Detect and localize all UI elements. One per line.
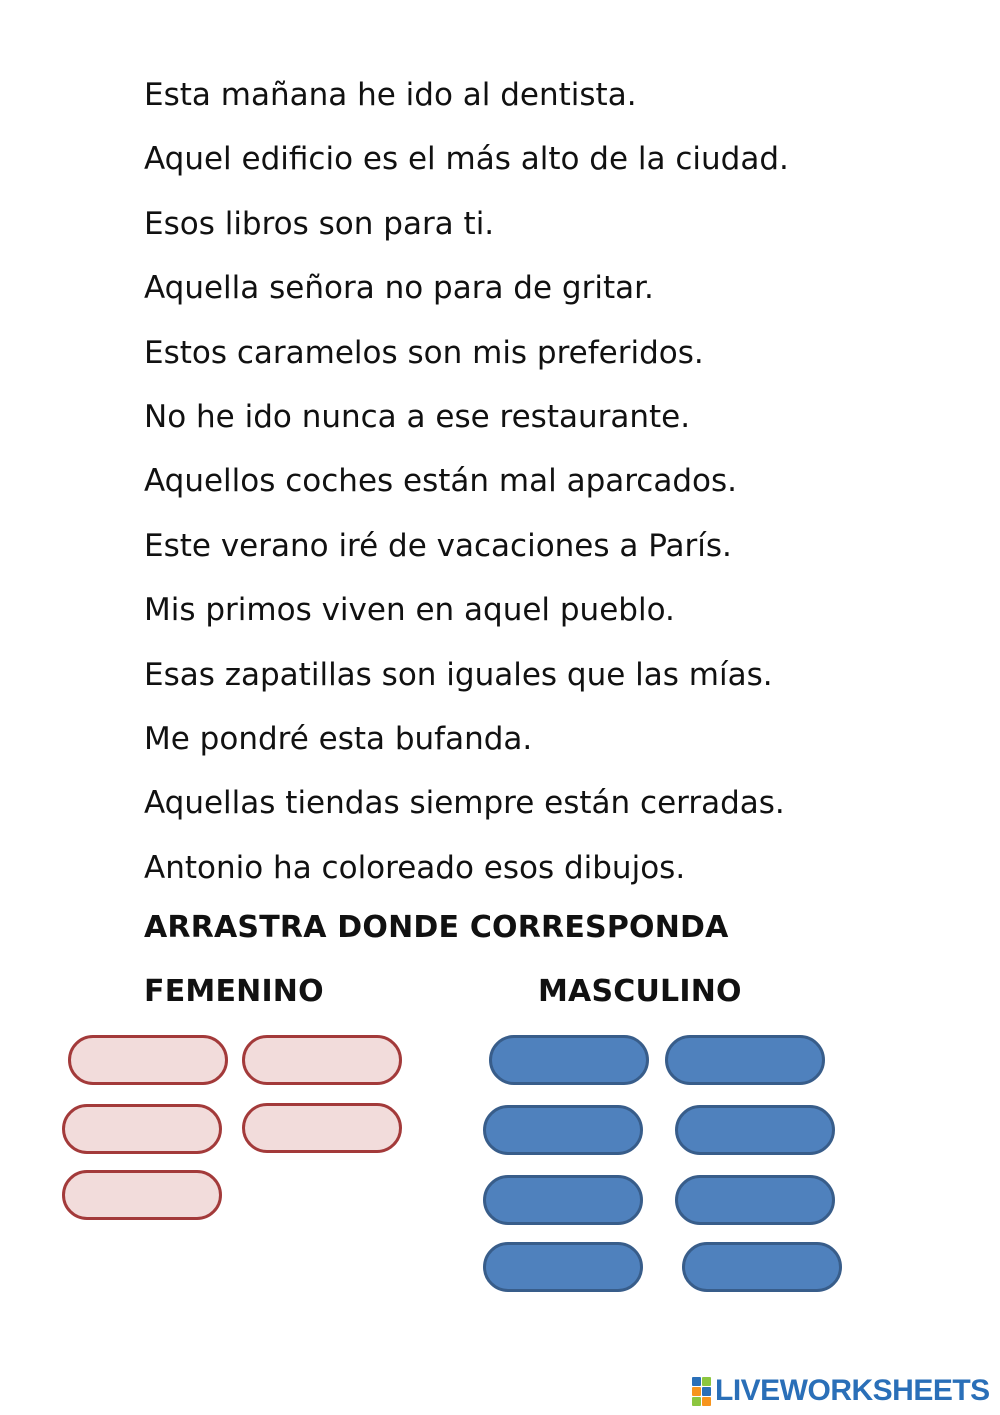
brand-name: LIVEWORKSHEETS <box>715 1374 990 1407</box>
instruction-heading: ARRASTRA DONDE CORRESPONDA <box>144 910 729 945</box>
masculino-drop-zone[interactable] <box>489 1035 649 1085</box>
femenino-heading: FEMENINO <box>144 974 324 1009</box>
femenino-drop-zone[interactable] <box>242 1103 402 1153</box>
liveworksheets-logo-icon <box>692 1377 712 1405</box>
sentence: Aquellas tiendas siempre están cerradas. <box>144 785 785 822</box>
masculino-drop-zone[interactable] <box>483 1175 643 1225</box>
femenino-drop-zone[interactable] <box>68 1035 228 1085</box>
sentence: Me pondré esta bufanda. <box>144 720 533 757</box>
sentence: Aquellos coches están mal aparcados. <box>144 463 737 500</box>
sentence: No he ido nunca a ese restaurante. <box>144 398 691 435</box>
sentence: Mis primos viven en aquel pueblo. <box>144 592 675 629</box>
liveworksheets-brand <box>692 1376 990 1406</box>
masculino-drop-zone[interactable] <box>665 1035 825 1085</box>
masculino-drop-zone[interactable] <box>483 1242 643 1292</box>
sentence: Aquella señora no para de gritar. <box>144 270 654 307</box>
masculino-drop-zone[interactable] <box>483 1105 643 1155</box>
sentence: Este verano iré de vacaciones a París. <box>144 527 732 564</box>
masculino-drop-zone[interactable] <box>675 1105 835 1155</box>
masculino-drop-zone[interactable] <box>675 1175 835 1225</box>
sentence-list <box>144 70 789 907</box>
sentence: Esos libros son para ti. <box>144 205 495 242</box>
sentence: Esta mañana he ido al dentista. <box>144 77 637 113</box>
masculino-drop-zone[interactable] <box>682 1242 842 1292</box>
sentence: Estos caramelos son mis preferidos. <box>144 334 704 371</box>
sentence: Aquel edificio es el más alto de la ciudad. <box>144 141 789 178</box>
sentence: Esas zapatillas son iguales que las mías. <box>144 656 773 693</box>
sentence: Antonio ha coloreado esos dibujos. <box>144 849 686 886</box>
femenino-drop-zone[interactable] <box>62 1104 222 1154</box>
masculino-heading: MASCULINO <box>538 974 742 1009</box>
femenino-drop-zone[interactable] <box>62 1170 222 1220</box>
femenino-drop-zone[interactable] <box>242 1035 402 1085</box>
